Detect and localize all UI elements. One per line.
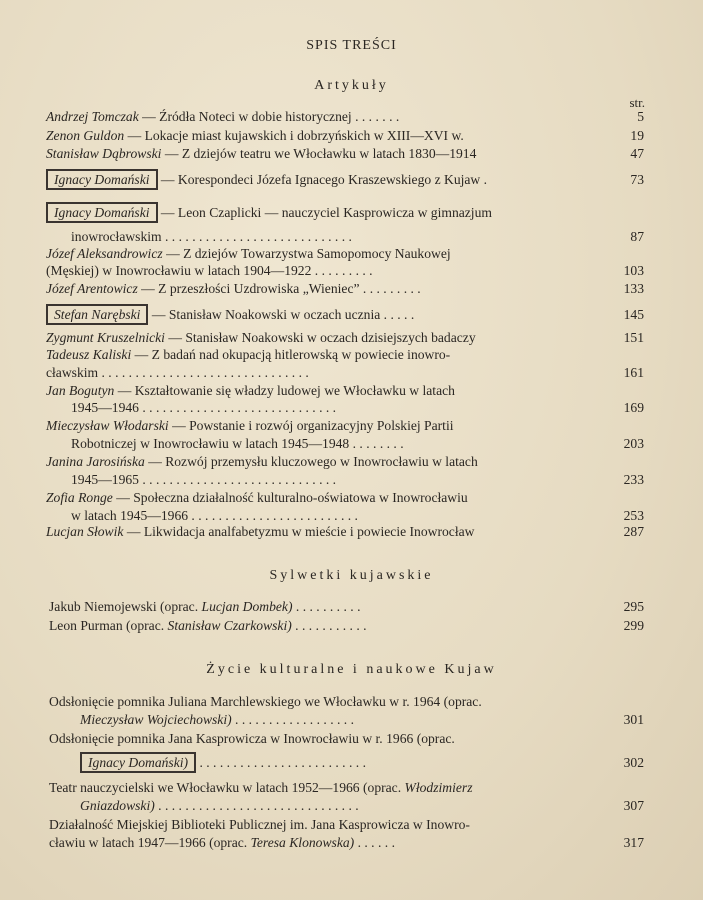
entry-title: — Z dziejów teatru we Włocławku w latach 1830—1914: [161, 146, 477, 161]
toc-entry: [49, 599, 360, 615]
entry-author: Włodzimierz: [404, 780, 473, 795]
section-heading-zycie: Życie kulturalne i naukowe Kujaw: [206, 662, 497, 677]
entry-page-number: 87: [630, 229, 644, 244]
entry-page-number: 295: [623, 599, 644, 614]
toc-entry: [46, 383, 455, 399]
toc-entry: [46, 281, 421, 297]
leader-dots: . . . . . .: [354, 835, 395, 850]
entry-author: Lucjan Słowik: [46, 524, 124, 539]
entry-title: — Rozwój przemysłu kluczowego w Inowrocławiu w latach: [144, 454, 478, 469]
entry-title: — Likwidacja analfabetyzmu w mieście i powiecie Inowrocław: [123, 524, 475, 539]
entry-title: Robotniczej w Inowrocławiu w latach 1945—1948 . . . . . . . .: [71, 436, 404, 451]
entry-title: — Stanisław Noakowski w oczach dzisiejszych badaczy: [164, 330, 476, 345]
entry-title: Działalność Miejskiej Biblioteki Publicznej im. Jana Kasprowicza w Inowro-: [49, 817, 470, 832]
toc-entry: [46, 347, 450, 363]
entry-page-number: 73: [630, 172, 644, 187]
toc-entry: [46, 128, 464, 144]
entry-page-number: 133: [623, 281, 644, 296]
entry-author: Tadeusz Kaliski: [46, 347, 132, 362]
entry-title: (Męskiej) w Inowrocławiu w latach 1904—1922 . . . . . . . . .: [46, 263, 373, 278]
entry-author: Andrzej Tomczak: [46, 109, 139, 124]
toc-entry: [46, 365, 309, 381]
entry-author: Teresa Klonowska): [250, 835, 355, 850]
toc-entry: [46, 263, 373, 279]
toc-entry: [80, 755, 366, 771]
toc-title: SPIS TREŚCI: [306, 38, 397, 53]
toc-entry: [46, 109, 399, 125]
entry-title: cławskim . . . . . . . . . . . . . . . . . . . . . . . . . . . . . . .: [46, 365, 309, 380]
toc-entry: [46, 246, 451, 262]
entry-author: Zygmunt Kruszelnicki: [46, 330, 165, 345]
entry-title: cławiu w latach 1947—1966 (oprac.: [49, 835, 251, 850]
entry-page-number: 151: [623, 330, 644, 345]
entry-author: Mieczysław Wojciechowski): [80, 712, 232, 727]
entry-author: Ignacy Domański: [46, 169, 158, 190]
entry-page-number: 253: [623, 508, 644, 523]
entry-author: Stanisław Czarkowski): [167, 618, 292, 633]
toc-entry: [71, 229, 352, 245]
entry-page-number: 299: [623, 618, 644, 633]
entry-author: Mieczysław Włodarski: [46, 418, 169, 433]
leader-dots: . . . . . . . . . . . . . . . . . . . . . . . . . . . . . .: [154, 798, 359, 813]
entry-page-number: 287: [623, 524, 644, 539]
entry-author: Stefan Narębski: [46, 304, 148, 325]
toc-entry: [80, 712, 354, 728]
toc-entry: [49, 618, 367, 634]
toc-entry: [46, 454, 478, 470]
section-heading-sylwetki: Sylwetki kujawskie: [269, 568, 434, 583]
entry-title: — Leon Czaplicki — nauczyciel Kasprowicza w gimnazjum: [157, 205, 492, 220]
toc-entry: [71, 436, 404, 452]
entry-page-number: 145: [623, 307, 644, 322]
entry-author: Józef Aleksandrowicz: [46, 246, 163, 261]
leader-dots: . . . . . . . . . . . . . . . . . . . . . . . . .: [196, 755, 366, 770]
entry-title: — Lokacje miast kujawskich i dobrzyńskich w XIII—XVI w.: [124, 128, 464, 143]
entry-page-number: 103: [623, 263, 644, 278]
entry-author: Zofia Ronge: [46, 490, 113, 505]
entry-title: — Z dziejów Towarzystwa Samopomocy Naukowej: [162, 246, 451, 261]
toc-entry: [46, 172, 487, 188]
entry-title: Teatr nauczycielski we Włocławku w latach 1952—1966 (oprac.: [49, 780, 405, 795]
entry-title: inowrocławskim . . . . . . . . . . . . . . . . . . . . . . . . . . . .: [71, 229, 352, 244]
entry-author: Ignacy Domański: [46, 202, 158, 223]
entry-author: Zenon Guldon: [46, 128, 125, 143]
entry-title: — Z badań nad okupacją hitlerowską w powiecie inowro-: [131, 347, 451, 362]
toc-entry: [49, 835, 395, 851]
entry-title: — Z przeszłości Uzdrowiska „Wieniec” . . . . . . . . .: [137, 281, 421, 296]
entry-page-number: 301: [623, 712, 644, 727]
section-heading-artykuly: Artykuły: [314, 78, 389, 93]
leader-dots: . . . . . . . . . . . . . . . . . .: [231, 712, 354, 727]
entry-author: Józef Arentowicz: [46, 281, 138, 296]
toc-entry: [49, 731, 455, 747]
entry-title: — Kształtowanie się władzy ludowej we Włocławku w latach: [114, 383, 455, 398]
toc-entry: [46, 146, 476, 162]
entry-author: Stanisław Dąbrowski: [46, 146, 162, 161]
entry-page-number: 19: [630, 128, 644, 143]
toc-entry: [71, 472, 336, 488]
entry-title: 1945—1946 . . . . . . . . . . . . . . . . . . . . . . . . . . . . .: [71, 400, 337, 415]
entry-page-number: 169: [623, 400, 644, 415]
entry-page-number: 307: [623, 798, 644, 813]
entry-title: — Powstanie i rozwój organizacyjny Polskiej Partii: [168, 418, 454, 433]
page-column-label: str.: [629, 95, 645, 110]
toc-entry: [71, 508, 358, 524]
entry-author: Lucjan Dombek): [201, 599, 293, 614]
entry-title: Jakub Niemojewski (oprac.: [49, 599, 202, 614]
entry-page-number: 47: [630, 146, 644, 161]
entry-page-number: 302: [623, 755, 644, 770]
toc-entry: [46, 524, 474, 540]
entry-author: Ignacy Domański): [80, 752, 196, 773]
entry-title: — Stanisław Noakowski w oczach ucznia . . . . .: [148, 307, 415, 322]
entry-title: — Źródła Noteci w dobie historycznej . . . . . . .: [138, 109, 400, 124]
entry-author: Janina Jarosińska: [46, 454, 145, 469]
entry-author: Jan Bogutyn: [46, 383, 115, 398]
entry-title: 1945—1965 . . . . . . . . . . . . . . . . . . . . . . . . . . . . .: [71, 472, 337, 487]
entry-title: — Społeczna działalność kulturalno-oświatowa w Inowrocławiu: [112, 490, 468, 505]
toc-entry: [46, 490, 468, 506]
toc-entry: [49, 694, 482, 710]
entry-title: Odsłonięcie pomnika Jana Kasprowicza w Inowrocławiu w r. 1966 (oprac.: [49, 731, 455, 746]
entry-page-number: 317: [623, 835, 644, 850]
leader-dots: . . . . . . . . . .: [292, 599, 361, 614]
entry-title: — Korespondeci Józefa Ignacego Kraszewskiego z Kujaw .: [157, 172, 488, 187]
entry-page-number: 161: [623, 365, 644, 380]
toc-entry: [49, 817, 470, 833]
entry-page-number: 5: [637, 109, 644, 124]
toc-entry: [46, 205, 492, 221]
toc-entry: [49, 780, 472, 796]
leader-dots: . . . . . . . . . . .: [291, 618, 367, 633]
entry-title: Leon Purman (oprac.: [49, 618, 168, 633]
entry-page-number: 233: [623, 472, 644, 487]
toc-entry: [46, 307, 414, 323]
toc-entry: [80, 798, 359, 814]
entry-page-number: 203: [623, 436, 644, 451]
entry-title: w latach 1945—1966 . . . . . . . . . . . . . . . . . . . . . . . . .: [71, 508, 358, 523]
toc-entry: [46, 418, 454, 434]
toc-entry: [46, 330, 476, 346]
toc-entry: [71, 400, 336, 416]
entry-title: Odsłonięcie pomnika Juliana Marchlewskiego we Włocławku w r. 1964 (oprac.: [49, 694, 482, 709]
entry-author: Gniazdowski): [80, 798, 155, 813]
